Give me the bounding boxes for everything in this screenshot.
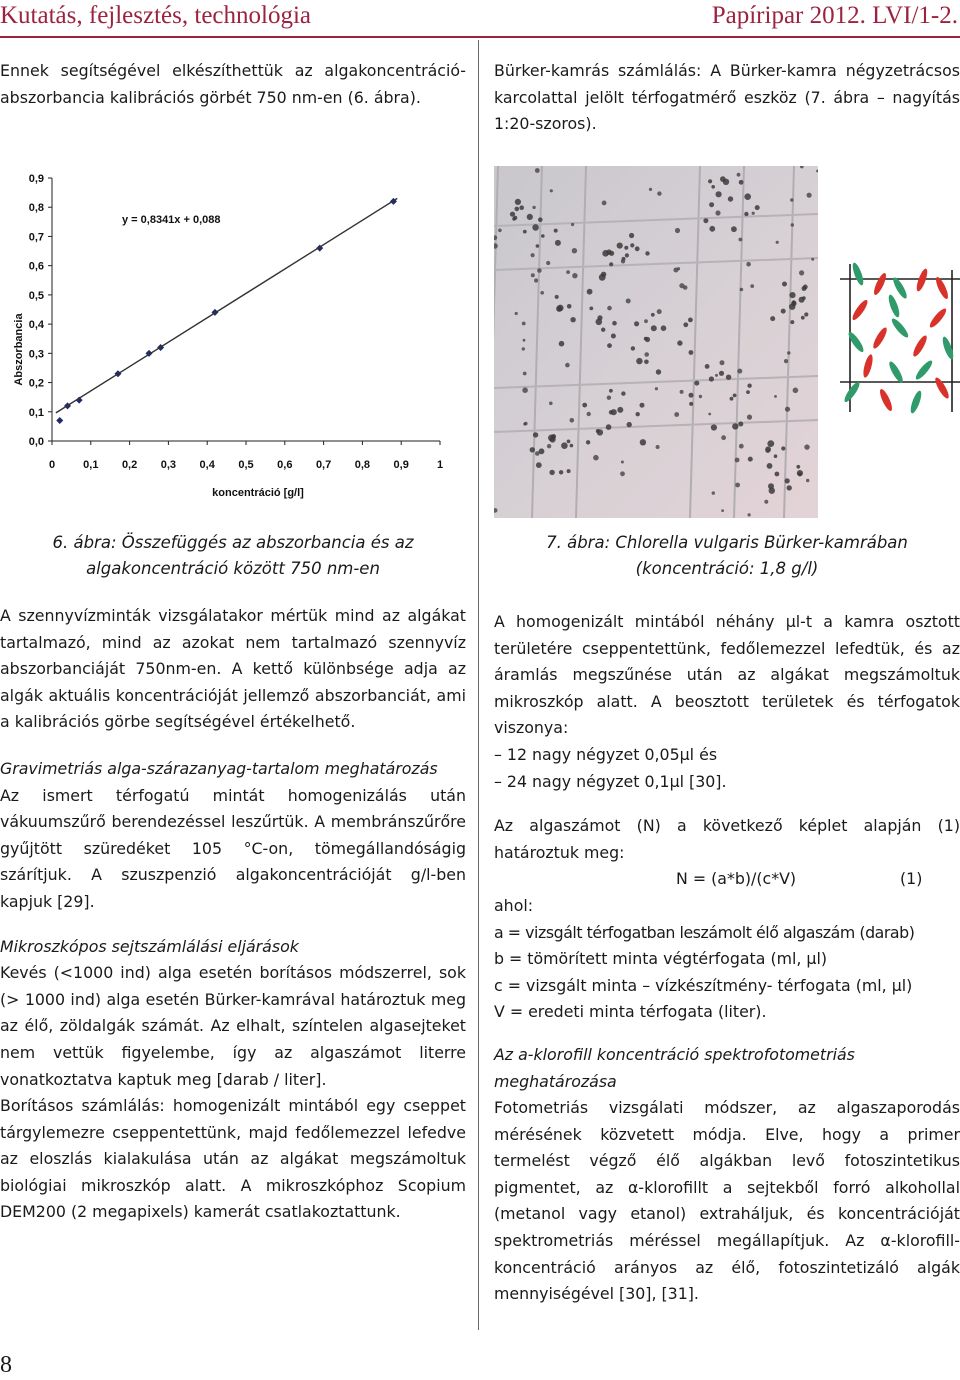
def-b: b = tömörített minta végtérfogata (ml, µl) [494, 949, 828, 969]
x-tick-label: 0,7 [315, 459, 332, 471]
y-tick-label: 0,6 [28, 260, 44, 273]
algae-cell [645, 251, 649, 255]
trendline-equation: y = 0,8341x + 0,088 [122, 214, 221, 226]
counting-cell [871, 326, 889, 350]
def-c: c = vizsgált minta – vízkészítmény- térfogata (ml, µl) [494, 975, 913, 995]
algae-cell [607, 306, 612, 311]
section-heading-microscopy: Mikroszkópos sejtszámlálási eljárások [0, 936, 299, 956]
page-header [0, 0, 960, 40]
algae-cell [739, 444, 744, 449]
algae-cell [582, 403, 587, 408]
y-tick-label: 0,0 [28, 436, 44, 448]
algae-cell [709, 226, 715, 232]
algae-cell [730, 397, 734, 401]
algae-cell [606, 424, 612, 430]
counting-cell [941, 336, 956, 361]
def-a: a = vizsgált térfogatban leszámolt élő algaszám (darab) [494, 922, 915, 942]
algae-cell [737, 173, 741, 177]
counting-cell [878, 388, 894, 413]
algae-cell [540, 291, 544, 295]
counting-cell [914, 359, 935, 382]
algae-cell [732, 423, 738, 429]
y-axis-label: Abszorbancia [13, 313, 25, 386]
algae-cell [617, 407, 623, 413]
def-v: V = eredeti minta térfogata (liter). [494, 1002, 767, 1022]
algae-cell [555, 295, 559, 299]
algae-cell [731, 226, 737, 232]
right-intro-text: Bürker-kamrás számlálás: A Bürker-kamra négyzetrácsos karcolattal jelölt térfogatmérő eszköz (7. ábra – nagyítás 1:20-szoros). [494, 61, 960, 134]
journal-issue: Papíripar 2012. LVI/1-2. [711, 2, 958, 29]
algae-cell [735, 458, 740, 463]
algae-cell [677, 340, 682, 345]
algae-cell [782, 282, 787, 287]
algae-cell [774, 454, 778, 458]
algae-cell [606, 249, 611, 254]
algae-cell [644, 360, 649, 365]
algae-cell [776, 241, 779, 244]
algae-cell [657, 191, 661, 195]
algae-cell [790, 320, 794, 324]
algae-cell [557, 305, 564, 312]
right-paragraph-2: Az algaszámot (N) a következő képlet alapján (1) határoztuk meg: [494, 816, 960, 862]
right-body [494, 609, 960, 1308]
algae-cell [631, 346, 635, 350]
page-number: 8 [0, 1352, 12, 1378]
algae-cell [747, 384, 751, 388]
counting-cell [846, 330, 865, 354]
algae-cell [715, 374, 718, 377]
algae-cell [599, 274, 606, 281]
micrograph-image [494, 166, 818, 518]
algae-cell [709, 202, 714, 207]
algae-cell [784, 359, 788, 363]
algae-cell [621, 391, 625, 395]
algae-cell [570, 317, 575, 322]
right-paragraph-3: Fotometriás vizsgálati módszer, az algaszaporodás mérésének közvetett módja. Elve, hogy a primer termelést végző élő algákban levő fotoszintetikus pigmentet, az α-klorofillt a sejtekből forró alkohollal (metanol vagy etanol) extraháljuk, és koncentrációját spektrometriás méréssel megállapítjuk. Az α-klorofill-koncentráció arányos az élő, fotoszintetizáló algák mennyiségével [30], [31]. [494, 1098, 960, 1304]
counting-cell [842, 380, 861, 404]
algae-cell [644, 337, 648, 341]
algae-cell [737, 369, 742, 374]
counting-cell [850, 298, 869, 322]
x-tick-label: 0,5 [238, 459, 254, 471]
algae-cell [746, 390, 750, 394]
algae-cell [683, 322, 688, 327]
algae-cell [593, 455, 599, 461]
y-tick-label: 0,3 [28, 348, 44, 361]
algae-cell [634, 321, 639, 326]
algae-cell [640, 439, 646, 445]
algae-cell [522, 347, 525, 350]
algae-cell [531, 253, 535, 257]
counting-cell [851, 262, 866, 286]
figure-7-caption-line1: 7. ábra: Chlorella vulgaris Bürker-kamrában [546, 533, 908, 552]
algae-cell [715, 210, 720, 215]
algae-cell [536, 244, 540, 248]
algae-cell [547, 444, 551, 448]
algae-cell [791, 223, 794, 226]
algae-cell [774, 395, 777, 398]
algae-cell [656, 445, 660, 449]
algae-cell [733, 394, 737, 398]
algae-cell [551, 434, 556, 439]
algae-cell [527, 214, 533, 220]
left-paragraph-3: Kevés (<1000 ind) alga esetén borításos módszerrel, sok (> 1000 ind) alga esetén Bürker-kamrával határoztuk meg az élő, zöldalgák számát. Az elhalt, színtelen algasejteket nem vettük figyelembe, így az algaszámot literre vonatkoztatva kaptuk meg [darab / liter]. [0, 963, 466, 1089]
x-tick-label: 0,6 [277, 459, 293, 471]
algae-cell [804, 444, 809, 449]
formula: N = (a*b)/(c*V) [676, 869, 797, 889]
figure-7-caption [494, 530, 960, 582]
algae-cell [711, 424, 717, 430]
algae-cell [735, 483, 740, 488]
algae-cell [807, 193, 812, 198]
algae-cell [651, 313, 655, 317]
counting-cell [928, 307, 949, 330]
x-tick-label: 0,3 [160, 459, 177, 471]
algae-cell [609, 262, 613, 266]
figure-6-caption-line2: algakoncentráció között 750 nm-en [86, 559, 380, 578]
algae-cell [680, 390, 684, 394]
algae-cell [748, 513, 751, 516]
algae-cell [748, 457, 753, 462]
x-tick-label: 1 [436, 459, 444, 471]
algae-cell [746, 262, 751, 267]
algae-cell [629, 233, 634, 238]
trendline [56, 198, 397, 412]
algae-cell [515, 199, 521, 205]
counting-cell [890, 317, 911, 340]
algae-cell [744, 193, 751, 200]
algae-cell [720, 360, 725, 365]
algae-cell [555, 240, 561, 246]
algae-cell [566, 270, 570, 274]
section-heading-chlorophyll-2: meghatározása [494, 1071, 617, 1091]
column-separator [478, 40, 479, 1330]
algae-cell [630, 243, 634, 247]
counting-cell [915, 268, 930, 293]
algae-cell [767, 463, 773, 469]
algae-cell [538, 217, 543, 222]
figure-6-caption-line1: 6. ábra: Összefüggés az abszorbancia és az [52, 533, 414, 552]
counting-cell [862, 354, 875, 379]
algae-cell [567, 469, 571, 473]
algae-cell [721, 435, 726, 440]
algae-cell [740, 288, 744, 292]
algae-cell [699, 395, 702, 398]
algae-cell [711, 185, 715, 189]
algae-cell [536, 462, 542, 468]
algae-cell [720, 176, 726, 182]
algae-cell [546, 261, 550, 265]
y-tick-label: 0,2 [28, 377, 44, 390]
algae-cell [708, 413, 711, 416]
algae-cell [602, 201, 607, 206]
algae-cell [744, 212, 748, 216]
algae-cell [541, 234, 545, 238]
algae-cell [793, 388, 799, 394]
algae-cell [679, 283, 684, 288]
algae-cell [570, 444, 574, 448]
algae-cell [587, 412, 591, 416]
figure-7-micrograph [494, 166, 818, 518]
algae-cell [636, 358, 642, 364]
data-point [56, 417, 63, 424]
algae-cell [498, 229, 502, 233]
algae-cell [559, 341, 565, 347]
algae-cell [790, 198, 793, 201]
algae-cell [739, 238, 743, 242]
right-paragraph-1: A homogenizált mintából néhány µl-t a kamra osztott területére cseppentettünk, fedőlemezzel lefedtük, és az áramlás megszűnése után az algákat megszámoltuk mikroszkóp alatt. A beosztott területek és térfogatok viszonya: [494, 612, 960, 738]
x-tick-label: 0,2 [121, 459, 138, 471]
algae-cell [624, 246, 628, 250]
algae-cell [708, 179, 712, 183]
counting-cell [909, 390, 924, 415]
algae-cell [635, 246, 640, 251]
right-intro [494, 58, 960, 138]
counting-cell [911, 334, 929, 358]
counting-cell [872, 272, 888, 297]
algae-cell [587, 289, 593, 295]
left-paragraph-2: Az ismert térfogatú mintát homogenizálás után vákuumszűrő berendezéssel leszűrtük. A membránszűrőre gyűjtött szüredéket 105 °C-on, tömegállandóságig szárítjuk. A szuszpenzió algakoncentrációját g/l-ben kapjuk [29]. [0, 785, 466, 911]
counting-cell [887, 294, 902, 319]
algae-cell [533, 432, 538, 437]
algae-cell [636, 412, 640, 416]
left-paragraph-4: Borításos számlálás: homogenizált mintából egy cseppet tárgylemezre cseppentettünk, majd fedőlemezzel lefedve az eloszlás kialakulása után az algákat megszámoltuk biológiai mikroszkóp alatt. A mikroszkóphoz Scopium DEM200 (2 megapixels) kamerát csatlakoztattunk. [0, 1096, 466, 1222]
algae-cell [522, 387, 528, 393]
algae-cell [532, 206, 535, 209]
algae-cell [524, 422, 528, 426]
algae-cell [747, 415, 752, 420]
algae-cell [571, 223, 574, 226]
algae-cell [787, 485, 792, 490]
x-axis-label: koncentráció [g/l] [212, 487, 304, 499]
algae-cell [644, 319, 648, 323]
algae-cell [677, 267, 680, 270]
counting-cell [887, 360, 905, 384]
y-tick-label: 0,4 [28, 319, 44, 332]
algae-cell [535, 451, 540, 456]
left-paragraph-1: A szennyvízminták vizsgálatakor mértük mind az algákat tartalmazó, mind az azokat nem tartalmazó szennyvíz abszorbanciáját 750nm-en. A kettő különbsége adja az algák aktuális koncentrációját jellemző abszorbanciát, ami a kalibrációs görbe segítségével értékelhető. [0, 606, 466, 732]
algae-cell [609, 410, 613, 414]
algae-cell [719, 371, 724, 376]
algae-cell [803, 285, 808, 290]
algae-cell [811, 258, 814, 261]
y-tick-label: 0,7 [28, 231, 44, 244]
algae-cell [597, 315, 602, 320]
algae-cell [531, 273, 535, 277]
formula-row [494, 866, 960, 893]
algae-cell [549, 470, 554, 475]
algae-cell [712, 491, 715, 494]
algae-cell [796, 465, 800, 469]
algae-cell [612, 321, 617, 326]
algae-cell [561, 442, 568, 449]
algae-cell [764, 500, 768, 504]
algae-cell [675, 228, 680, 233]
algae-cell [567, 304, 572, 309]
algae-cell [513, 216, 517, 220]
algae-cell [765, 448, 770, 453]
algae-cell [703, 218, 708, 223]
y-tick-label: 0,9 [28, 173, 44, 185]
x-tick-label: 0,1 [83, 459, 99, 471]
algae-cell [535, 168, 540, 173]
algae-cell [550, 189, 553, 192]
algae-cell [649, 188, 652, 191]
algae-cell [554, 229, 558, 233]
algae-cell [523, 339, 526, 342]
dash-item-2: – 24 nagy négyzet 0,1µl [30]. [494, 771, 727, 791]
algae-cell [565, 363, 570, 368]
algae-cell [519, 205, 524, 210]
algae-cell [611, 334, 616, 339]
figure-7-caption-line2: (koncentráció: 1,8 g/l) [635, 559, 819, 578]
algae-cell [802, 296, 806, 300]
counting-square-diagram [838, 262, 960, 418]
algae-cell [609, 389, 613, 393]
algae-cell [705, 364, 710, 369]
algae-cell [601, 328, 605, 332]
calibration-chart [4, 160, 470, 515]
algae-cell [534, 278, 538, 282]
algae-cell [781, 446, 785, 450]
algae-cell [626, 299, 631, 304]
algae-cell [755, 205, 760, 210]
algae-cell [572, 248, 577, 253]
algae-cell [781, 309, 786, 314]
algae-cell [750, 284, 754, 288]
left-body [0, 603, 466, 1226]
algae-cell [716, 191, 722, 197]
algae-cell [791, 301, 796, 306]
algae-cell [537, 268, 542, 273]
algae-cell [689, 393, 694, 398]
y-tick-label: 0,1 [28, 406, 44, 419]
algae-cell [644, 352, 649, 357]
section-heading-gravimetric: Gravimetriás alga-szárazanyag-tartalom meghatározás [0, 758, 438, 778]
left-intro [0, 58, 466, 111]
algae-cell [567, 440, 571, 444]
algae-cell [801, 316, 805, 320]
algae-cell [617, 243, 623, 249]
header-rule [0, 36, 960, 38]
algae-cell [739, 180, 744, 185]
algae-cell [738, 422, 743, 427]
algae-cell [656, 369, 661, 374]
algae-cell [785, 478, 790, 483]
algae-cell [570, 418, 575, 423]
algae-cell [621, 461, 624, 464]
journal-section-title: Kutatás, fejlesztés, technológia [0, 2, 311, 29]
algae-cell [530, 447, 535, 452]
algae-cell [787, 351, 790, 354]
counting-cell [933, 376, 951, 400]
y-tick-label: 0,5 [28, 289, 44, 302]
algae-cell [785, 407, 790, 412]
algae-cell [522, 322, 526, 326]
algae-cell [689, 402, 693, 406]
algae-cell [694, 381, 699, 386]
algae-cell [523, 230, 527, 234]
algae-cell [655, 387, 658, 390]
algae-cell [640, 403, 645, 408]
algae-cell [768, 483, 774, 489]
algae-cell [572, 273, 577, 278]
algae-cell [625, 253, 629, 257]
algae-cell [621, 259, 625, 263]
algae-cell [775, 472, 780, 477]
where-label: ahol: [494, 895, 534, 915]
algae-cell [752, 212, 755, 215]
x-tick-label: 0 [48, 459, 56, 471]
y-tick-label: 0,8 [28, 202, 44, 215]
algae-cell [804, 312, 808, 316]
algae-cell [674, 412, 679, 417]
left-intro-text: Ennek segítségével elkészíthettük az algakoncentráció-abszorbancia kalibrációs görbét 750 nm-en (6. ábra). [0, 61, 466, 107]
algae-cell [798, 472, 802, 476]
algae-cell [651, 325, 657, 331]
algae-cell [661, 325, 667, 331]
algae-cell [549, 402, 553, 406]
bürker-grid-diagram [838, 262, 960, 418]
algae-cell [799, 270, 804, 275]
algae-cell [597, 429, 603, 435]
algae-cell [709, 376, 714, 381]
algae-cell [770, 316, 775, 321]
algae-cell [767, 440, 774, 447]
algae-cell [607, 396, 611, 400]
dash-item-1: – 12 nagy négyzet 0,05µl és [494, 744, 718, 764]
algae-cell [515, 207, 520, 212]
x-tick-label: 0,8 [354, 459, 371, 471]
section-heading-chlorophyll-1: Az a-klorofill koncentráció spektrofotometriás [494, 1044, 855, 1064]
algae-cell [627, 422, 632, 427]
figure-6-caption [0, 530, 466, 582]
algae-cell [689, 350, 694, 355]
algae-cell [688, 318, 693, 323]
algae-cell [721, 509, 724, 512]
formula-number: (1) [900, 869, 923, 889]
algae-cell [620, 471, 625, 476]
x-tick-label: 0,9 [393, 459, 409, 471]
algae-cell [789, 292, 795, 298]
algae-cell [559, 470, 563, 474]
algae-cell [589, 307, 593, 311]
algae-cell [532, 224, 539, 231]
algae-cell [607, 343, 612, 348]
algae-cell [515, 312, 518, 315]
x-tick-label: 0,4 [199, 459, 215, 471]
algae-cell [523, 372, 527, 376]
algae-cell [728, 196, 733, 201]
algae-cell [586, 440, 590, 444]
algae-cell [657, 309, 662, 314]
figure-6-chart [4, 160, 470, 515]
algae-cell [726, 375, 731, 380]
algae-cell [806, 479, 809, 482]
